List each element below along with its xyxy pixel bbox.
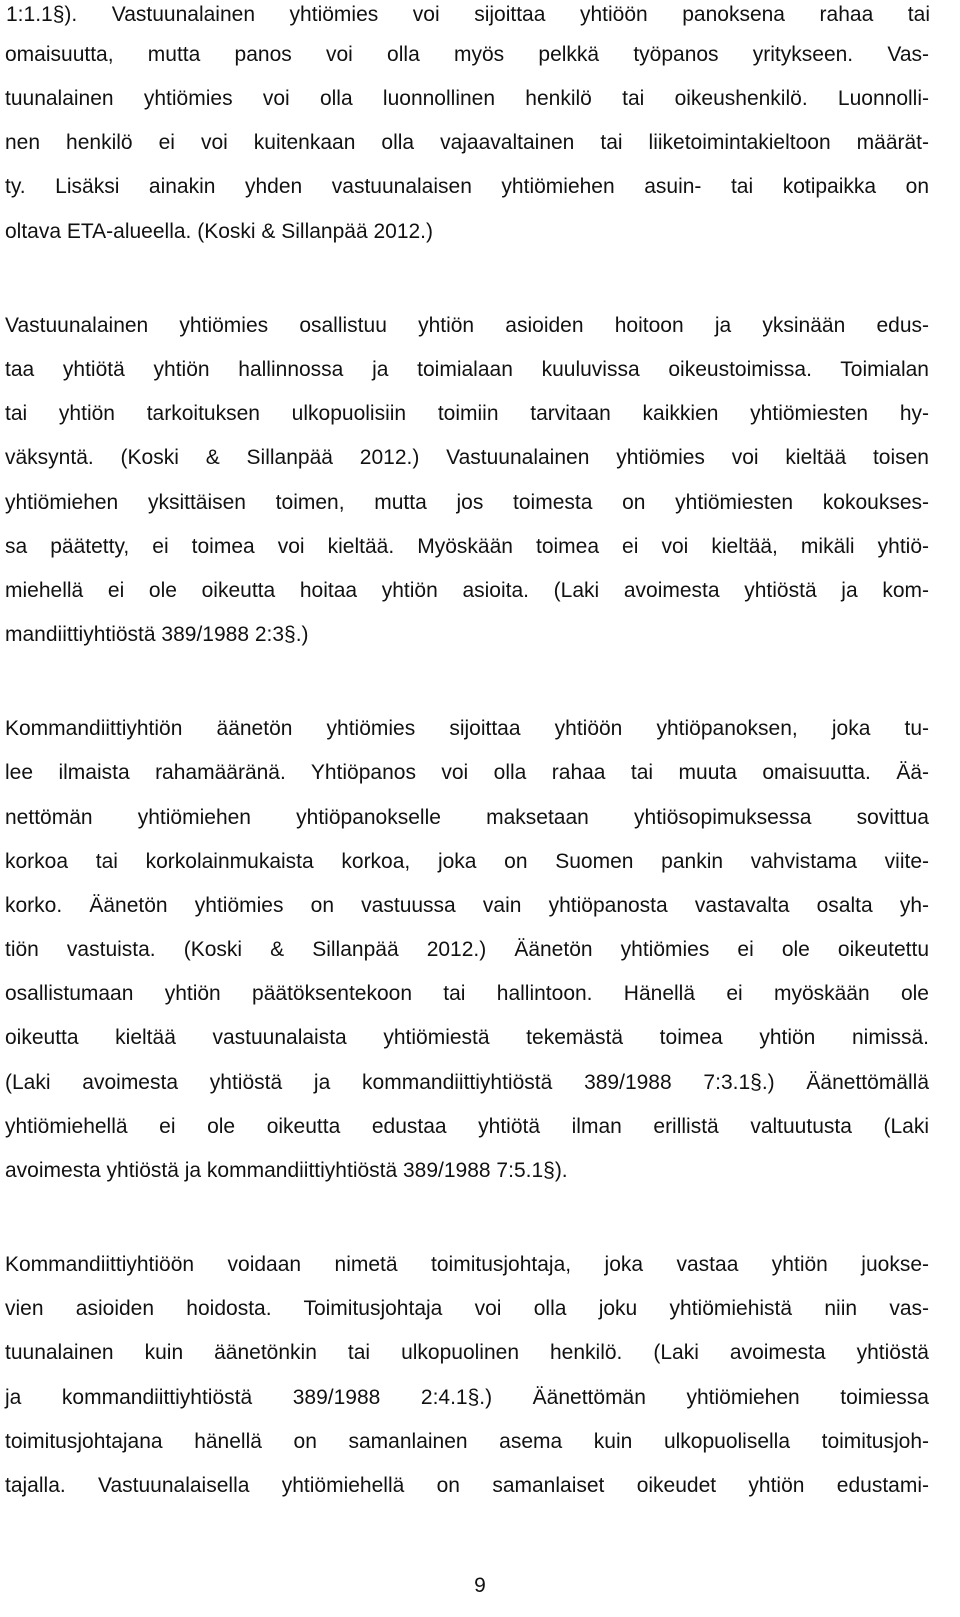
- text-line: ty. Lisäksi ainakin yhden vastuunalaisen yhtiömiehen asuin- tai kotipaikka on: [5, 175, 929, 198]
- text-line: Kommandiittiyhtiöön voidaan nimetä toimitusjohtaja, joka vastaa yhtiön juokse-: [5, 1253, 929, 1276]
- text-line: omaisuutta, mutta panos voi olla myös pelkkä työpanos yritykseen. Vas-: [5, 43, 929, 66]
- text-line: tai yhtiön tarkoituksen ulkopuolisiin toimiin tarvitaan kaikkien yhtiömiesten hy-: [5, 402, 929, 425]
- text-line: Kommandiittiyhtiön äänetön yhtiömies sijoittaa yhtiöön yhtiöpanoksen, joka tu-: [5, 717, 929, 740]
- text-line: tajalla. Vastuunalaisella yhtiömiehellä on samanlaiset oikeudet yhtiön edustami-: [5, 1474, 929, 1497]
- text-line: miehellä ei ole oikeutta hoitaa yhtiön asioita. (Laki avoimesta yhtiöstä ja kom-: [5, 579, 929, 602]
- text-line: yhtiömiehen yksittäisen toimen, mutta jos toimesta on yhtiömiesten kokoukses-: [5, 491, 929, 514]
- text-line: korkoa tai korkolainmukaista korkoa, joka on Suomen pankin vahvistama viite-: [5, 850, 929, 873]
- text-line: nen henkilö ei voi kuitenkaan olla vajaavaltainen tai liiketoimintakieltoon määrät-: [5, 131, 929, 154]
- text-line: mandiittiyhtiöstä 389/1988 2:3§.): [5, 623, 309, 646]
- text-line: vien asioiden hoidosta. Toimitusjohtaja voi olla joku yhtiömiehistä niin vas-: [5, 1297, 929, 1320]
- text-line: ja kommandiittiyhtiöstä 389/1988 2:4.1§.) Äänettömän yhtiömiehen toimiessa: [5, 1386, 929, 1409]
- text-line: Vastuunalainen yhtiömies osallistuu yhtiön asioiden hoitoon ja yksinään edus-: [5, 314, 929, 337]
- text-line: (Laki avoimesta yhtiöstä ja kommandiittiyhtiöstä 389/1988 7:3.1§.) Äänettömällä: [5, 1071, 929, 1094]
- text-line: yhtiömiehellä ei ole oikeutta edustaa yhtiötä ilman erillistä valtuutusta (Laki: [5, 1115, 929, 1138]
- text-line: oikeutta kieltää vastuunalaista yhtiömiestä tekemästä toimea yhtiön nimissä.: [5, 1026, 929, 1049]
- text-line: toimitusjohtajana hänellä on samanlainen asema kuin ulkopuolisella toimitusjoh-: [5, 1430, 929, 1453]
- text-line: väksyntä. (Koski & Sillanpää 2012.) Vastuunalainen yhtiömies voi kieltää toisen: [5, 446, 929, 469]
- text-line: nettömän yhtiömiehen yhtiöpanokselle maksetaan yhtiösopimuksessa sovittua: [5, 806, 929, 829]
- text-line: tiön vastuista. (Koski & Sillanpää 2012.) Äänetön yhtiömies ei ole oikeutettu: [5, 938, 929, 961]
- text-line: korko. Äänetön yhtiömies on vastuussa vain yhtiöpanosta vastavalta osalta yh-: [5, 894, 929, 917]
- text-line: 1:1.1§). Vastuunalainen yhtiömies voi sijoittaa yhtiöön panoksena rahaa tai: [6, 3, 930, 26]
- text-line: lee ilmaista rahamääränä. Yhtiöpanos voi olla rahaa tai muuta omaisuutta. Ää-: [5, 761, 929, 784]
- text-line: sa päätetty, ei toimea voi kieltää. Myöskään toimea ei voi kieltää, mikäli yhtiö-: [5, 535, 929, 558]
- page-number: 9: [474, 1574, 486, 1597]
- text-line: tuunalainen yhtiömies voi olla luonnollinen henkilö tai oikeushenkilö. Luonnolli-: [5, 87, 929, 110]
- text-line: osallistumaan yhtiön päätöksentekoon tai hallintoon. Hänellä ei myöskään ole: [5, 982, 929, 1005]
- text-line: avoimesta yhtiöstä ja kommandiittiyhtiöstä 389/1988 7:5.1§).: [5, 1159, 568, 1182]
- text-line: taa yhtiötä yhtiön hallinnossa ja toimialaan kuuluvissa oikeustoimissa. Toimialan: [5, 358, 929, 381]
- text-line: oltava ETA-alueella. (Koski & Sillanpää 2012.): [5, 220, 434, 243]
- text-line: tuunalainen kuin äänetönkin tai ulkopuolinen henkilö. (Laki avoimesta yhtiöstä: [5, 1341, 929, 1364]
